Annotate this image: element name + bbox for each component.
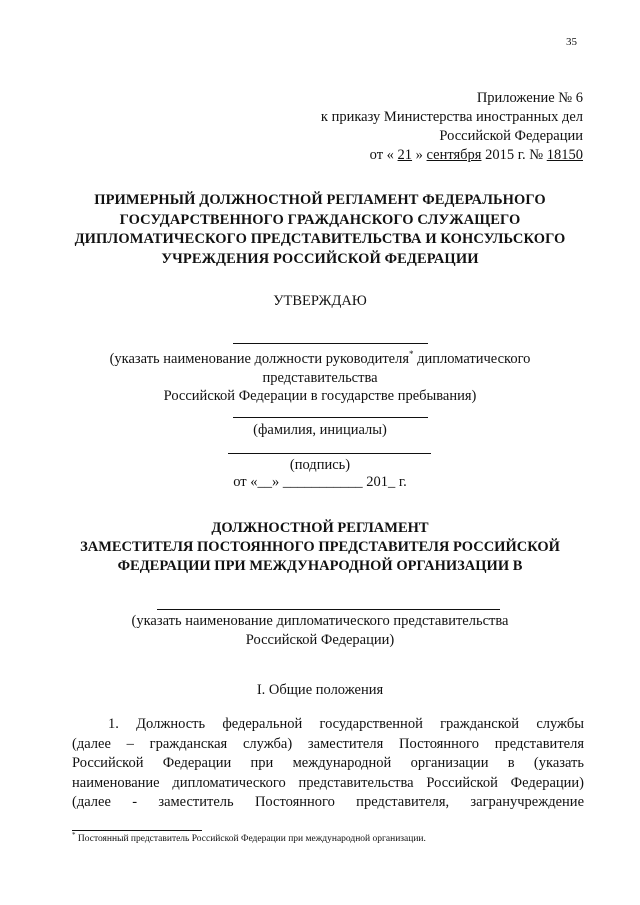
main-title-line: ДИПЛОМАТИЧЕСКОГО ПРЕДСТАВИТЕЛЬСТВА И КОНСУЛЬСКОГО: [74, 231, 566, 247]
regulation-title-line: ДОЛЖНОСТНОЙ РЕГЛАМЕНТ: [211, 520, 429, 536]
paragraph-1: [72, 715, 584, 813]
main-title-line: ГОСУДАРСТВЕННОГО ГРАЖДАНСКОГО СЛУЖАЩЕГО: [119, 211, 521, 228]
main-title-line: УЧРЕЖДЕНИЯ РОССИЙСКОЙ ФЕДЕРАЦИИ: [161, 250, 479, 267]
paragraph-line: (далее – гражданская служба) заместителя Постоянного представителя: [72, 735, 584, 752]
signature-caption: (подпись): [289, 457, 351, 473]
position-signature-line: [233, 343, 428, 344]
name-caption: (фамилия, инициалы): [253, 422, 387, 438]
approval-date-line: от «__» ___________ 201_ г.: [233, 474, 407, 490]
date-mid2: 2015 г. №: [485, 147, 544, 163]
mission-caption-line: (указать наименование дипломатического представительства: [131, 613, 509, 629]
signature-line: [228, 453, 431, 454]
mission-caption: [0, 612, 640, 649]
name-signature-line: [233, 417, 428, 418]
appendix-header: [321, 89, 583, 165]
position-caption: [0, 350, 640, 406]
regulation-title: [40, 519, 600, 576]
regulation-title-line: ФЕДЕРАЦИИ ПРИ МЕЖДУНАРОДНОЙ ОРГАНИЗАЦИИ В: [117, 558, 523, 574]
paragraph-line: (далее - заместитель Постоянного представителя, загранучреждение: [72, 794, 584, 810]
mission-caption-line: Российской Федерации): [245, 631, 395, 648]
mission-name-line: [157, 609, 500, 610]
paragraph-line: наименование дипломатического представительства Российской Федерации): [72, 774, 584, 791]
appendix-title: Приложение № 6: [476, 90, 583, 106]
date-day: 21: [397, 147, 413, 163]
main-title-line: ПРИМЕРНЫЙ ДОЛЖНОСТНОЙ РЕГЛАМЕНТ ФЕДЕРАЛЬНОГО: [94, 192, 546, 208]
position-caption-line: (указать наименование должности руководителя* дипломатического: [109, 349, 531, 367]
appendix-date: [321, 146, 583, 165]
page-number: 35: [566, 36, 577, 48]
position-caption-line: Российской Федерации в государстве пребывания): [163, 388, 477, 404]
footnote-rule: [72, 830, 202, 831]
appendix-order: к приказу Министерства иностранных дел: [320, 109, 583, 125]
regulation-title-line: ЗАМЕСТИТЕЛЯ ПОСТОЯННОГО ПРЕДСТАВИТЕЛЯ РОССИЙСКОЙ: [80, 539, 560, 555]
approve-heading: УТВЕРЖДАЮ: [273, 293, 367, 309]
section-heading: I. Общие положения: [256, 682, 384, 698]
position-caption-line: представительства: [262, 369, 378, 386]
date-prefix: от «: [369, 147, 394, 163]
footnote-text: Постоянный представитель Российской Федерации при международной организации.: [75, 834, 426, 844]
date-month: сентября: [426, 147, 482, 163]
appendix-federation: Российской Федерации: [439, 128, 583, 144]
footnote-mark: *: [409, 349, 414, 360]
order-number: 18150: [546, 147, 583, 163]
footnote-mark: *: [72, 830, 76, 839]
paragraph-line: 1. Должность федеральной государственной гражданской службы: [108, 716, 584, 732]
date-mid1: »: [415, 147, 423, 163]
paragraph-line: Российской Федерации при международной организации в (указать: [72, 755, 584, 771]
main-title: [40, 191, 600, 269]
footnote: [72, 830, 426, 844]
